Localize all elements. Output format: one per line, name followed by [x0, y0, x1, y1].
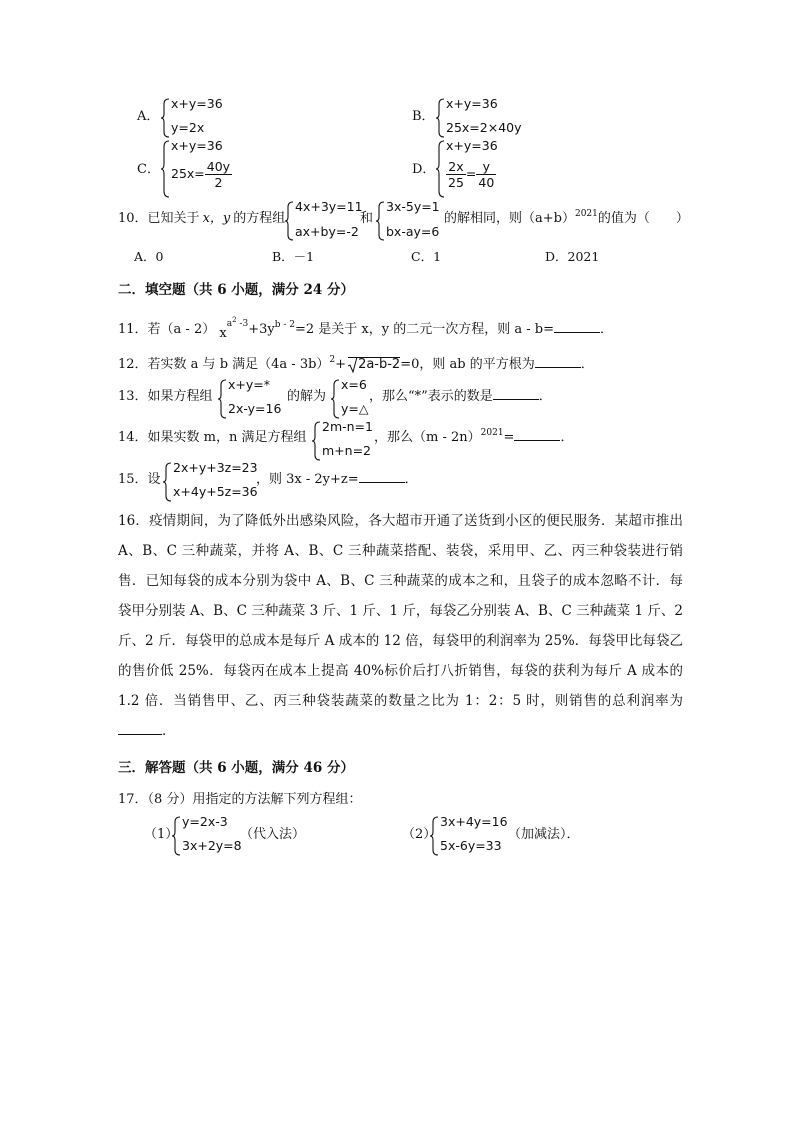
q14-tail	[374, 428, 574, 445]
q16-end: ．	[162, 723, 176, 739]
q14-pre: 14．如果实数 m，n 满足方程组	[118, 430, 307, 445]
q15-tail	[256, 473, 418, 486]
q9-d-equals: =	[465, 166, 477, 182]
q13-post: ，那么“*”表示的数是	[369, 389, 493, 404]
q14-eq1: 2m-n=1	[322, 419, 373, 434]
q17-part2-label: （2）	[402, 827, 437, 842]
q9-d-left-fraction	[446, 160, 466, 189]
q11-pre: 11．若（a - 2）	[118, 322, 216, 337]
q10-exponent: 2021	[574, 209, 598, 219]
q15-eq1: 2x+y+3z=23	[173, 460, 258, 475]
q10-vars: x，y	[202, 211, 231, 226]
q16-paragraph	[118, 506, 683, 746]
q13-s2-eq1: x=6	[341, 377, 367, 392]
q12-post: =0，则 ab 的平方根为	[400, 357, 535, 372]
brace-icon	[285, 201, 294, 241]
q13-end: ．	[538, 389, 552, 404]
q10-s1-eq2: ax+by=-2	[295, 224, 359, 239]
brace-icon	[161, 140, 170, 198]
q14-post2: =	[503, 430, 515, 445]
q9-c-eq2	[171, 160, 232, 189]
q13-s1-eq2: 2x-y=16	[228, 401, 282, 416]
q10-and: 和	[360, 211, 374, 226]
q12-radicand: 2a-b-2	[358, 357, 401, 372]
q10-stem-end	[444, 209, 689, 226]
q16-answer-blank[interactable]	[118, 734, 162, 735]
q9-d-left-denominator: 25	[448, 175, 464, 191]
q9-d-left-numerator: 2x	[446, 160, 466, 175]
q10-text4: 的值为（ ）	[597, 211, 689, 226]
q13-s2-eq2: y=△	[341, 401, 369, 416]
q17-part1-label: （1）	[144, 827, 179, 842]
brace-icon	[436, 140, 445, 198]
q17-p1-eq1: y=2x-3	[182, 814, 228, 829]
q10-number: 10．	[118, 211, 148, 226]
q9-a-eq2: y=2x	[171, 120, 205, 135]
q11-base: x	[219, 326, 227, 341]
q14-answer-blank[interactable]	[514, 440, 560, 441]
q14-end: ．	[560, 430, 574, 445]
q11-post: =2 是关于 x，y 的二元一次方程，则 a - b=	[294, 322, 554, 337]
brace-icon	[376, 201, 385, 241]
q10-option-c: C．1	[411, 249, 442, 264]
q12	[118, 357, 594, 371]
q9-d-eq2	[446, 160, 496, 189]
q9-d-right-numerator: y	[476, 160, 496, 175]
q14-exp: 2021	[480, 428, 504, 438]
q9-option-c-label: C．	[137, 162, 160, 177]
brace-icon	[161, 98, 170, 138]
q12-answer-blank[interactable]	[535, 367, 581, 368]
q9-option-d-label: D．	[412, 162, 436, 177]
q17-p1-eq2: 3x+2y=8	[182, 838, 242, 853]
q9-d-right-denominator: 40	[478, 175, 495, 191]
q11-exp2: b - 2	[274, 320, 295, 330]
q14-eq2: m+n=2	[322, 443, 371, 458]
q14-post: ，那么（m - 2n）	[374, 430, 481, 445]
q17-part1-method: （代入法）	[240, 827, 306, 842]
q9-a-eq1: x+y=36	[171, 96, 223, 111]
brace-icon	[163, 462, 172, 502]
q9-c-eq1: x+y=36	[171, 138, 223, 153]
q9-c-eq2-left: 25x=	[171, 166, 205, 182]
q11-exp: a2 -3	[226, 316, 249, 329]
q13-s1-eq1: x+y=*	[228, 377, 270, 392]
section-3-heading: 三．解答题（共 6 小题，满分 46 分）	[118, 760, 354, 776]
q11-end: ．	[599, 322, 613, 337]
brace-icon	[430, 816, 439, 856]
brace-icon	[312, 421, 321, 461]
q13-answer-blank[interactable]	[493, 399, 539, 400]
q10-s1-eq1: 4x+3y=11	[295, 199, 363, 214]
q10-text3: 的解相同，则（a+b）	[444, 211, 575, 226]
q9-d-right-fraction	[476, 160, 496, 189]
brace-icon	[218, 379, 227, 419]
brace-icon	[172, 816, 181, 856]
q12-plus: +	[335, 357, 347, 372]
q9-c-fraction	[205, 160, 232, 189]
q10-s2-eq1: 3x-5y=1	[386, 199, 440, 214]
q10-option-b: B．－1	[272, 249, 315, 264]
q10-text1: 已知关于	[147, 211, 200, 226]
section-2-heading: 二．填空题（共 6 小题，满分 24 分）	[118, 282, 354, 298]
q10-text2: 的方程组	[233, 211, 286, 226]
brace-icon	[436, 98, 445, 138]
q9-b-eq2: 25x=2×40y	[446, 120, 522, 135]
q15-eq2: x+4y+5z=36	[173, 484, 258, 499]
q17-heading: 17．（8 分）用指定的方法解下列方程组：	[118, 792, 362, 807]
radical-sign-icon	[348, 357, 358, 373]
q9-c-numerator: 40y	[206, 159, 231, 174]
q13-pre: 13．如果方程组	[118, 389, 213, 404]
q17-p2-eq1: 3x+4y=16	[440, 814, 508, 829]
q13-tail	[369, 390, 552, 403]
brace-icon	[331, 379, 340, 419]
q10-option-a: A．0	[134, 249, 164, 264]
q12-pre: 12．若实数 a 与 b 满足（4a - 3b）	[118, 357, 330, 372]
q15-pre: 15．设	[118, 472, 161, 487]
q10-option-d: D．2021	[545, 249, 600, 264]
q17-p2-eq2: 5x-6y=33	[440, 838, 502, 853]
q10-s2-eq2: bx-ay=6	[386, 224, 440, 239]
q16-text: 16．疫情期间，为了降低外出感染风险，各大超市开通了送货到小区的便民服务．某超市推出 A、B、C 三种蔬菜，并将 A、B、C 三种蔬菜搭配、装袋，采用甲、乙、丙三种袋装进行销售．已知每袋的成本分别为袋中 A、B、C 三种蔬菜的成本之和，且袋子的成本忽略不计．每袋甲分别装 A、B、C 三种蔬菜 3 斤、1 斤、1 斤，每袋乙分别装 A、B、C 三种蔬菜 1 斤、2 斤、2 斤．每袋甲的总成本是每斤 A 成本的 12 倍，每袋甲的利润率为 25%．每袋甲比每袋乙的售价低 25%．每袋丙在成本上提高 40%标价后打八折销售，每袋的获利为每斤 A 成本的 1.2 倍．当销售甲、乙、丙三种袋装蔬菜的数量之比为 1：2：5 时，则销售的总利润率为	[118, 513, 683, 709]
q11-mid: +3y	[248, 322, 275, 337]
q11	[118, 316, 613, 341]
q13-mid: 的解为	[287, 389, 327, 404]
q15-end: ．	[404, 472, 418, 487]
q10-stem-start	[118, 212, 285, 225]
q9-option-b-label: B．	[412, 109, 435, 124]
q9-option-a-label: A．	[137, 109, 160, 124]
q12-end: ．	[580, 357, 594, 372]
q17-part2-method: （加减法）．	[508, 827, 580, 842]
q11-answer-blank[interactable]	[554, 332, 600, 333]
q12-radical	[348, 357, 400, 371]
q9-d-eq1: x+y=36	[446, 138, 498, 153]
q15-answer-blank[interactable]	[359, 482, 405, 483]
q15-post: ，则 3x - 2y+z=	[256, 472, 359, 487]
q9-c-denominator: 2	[214, 175, 223, 191]
q9-b-eq1: x+y=36	[446, 96, 498, 111]
q12-exp: 2	[329, 355, 336, 365]
